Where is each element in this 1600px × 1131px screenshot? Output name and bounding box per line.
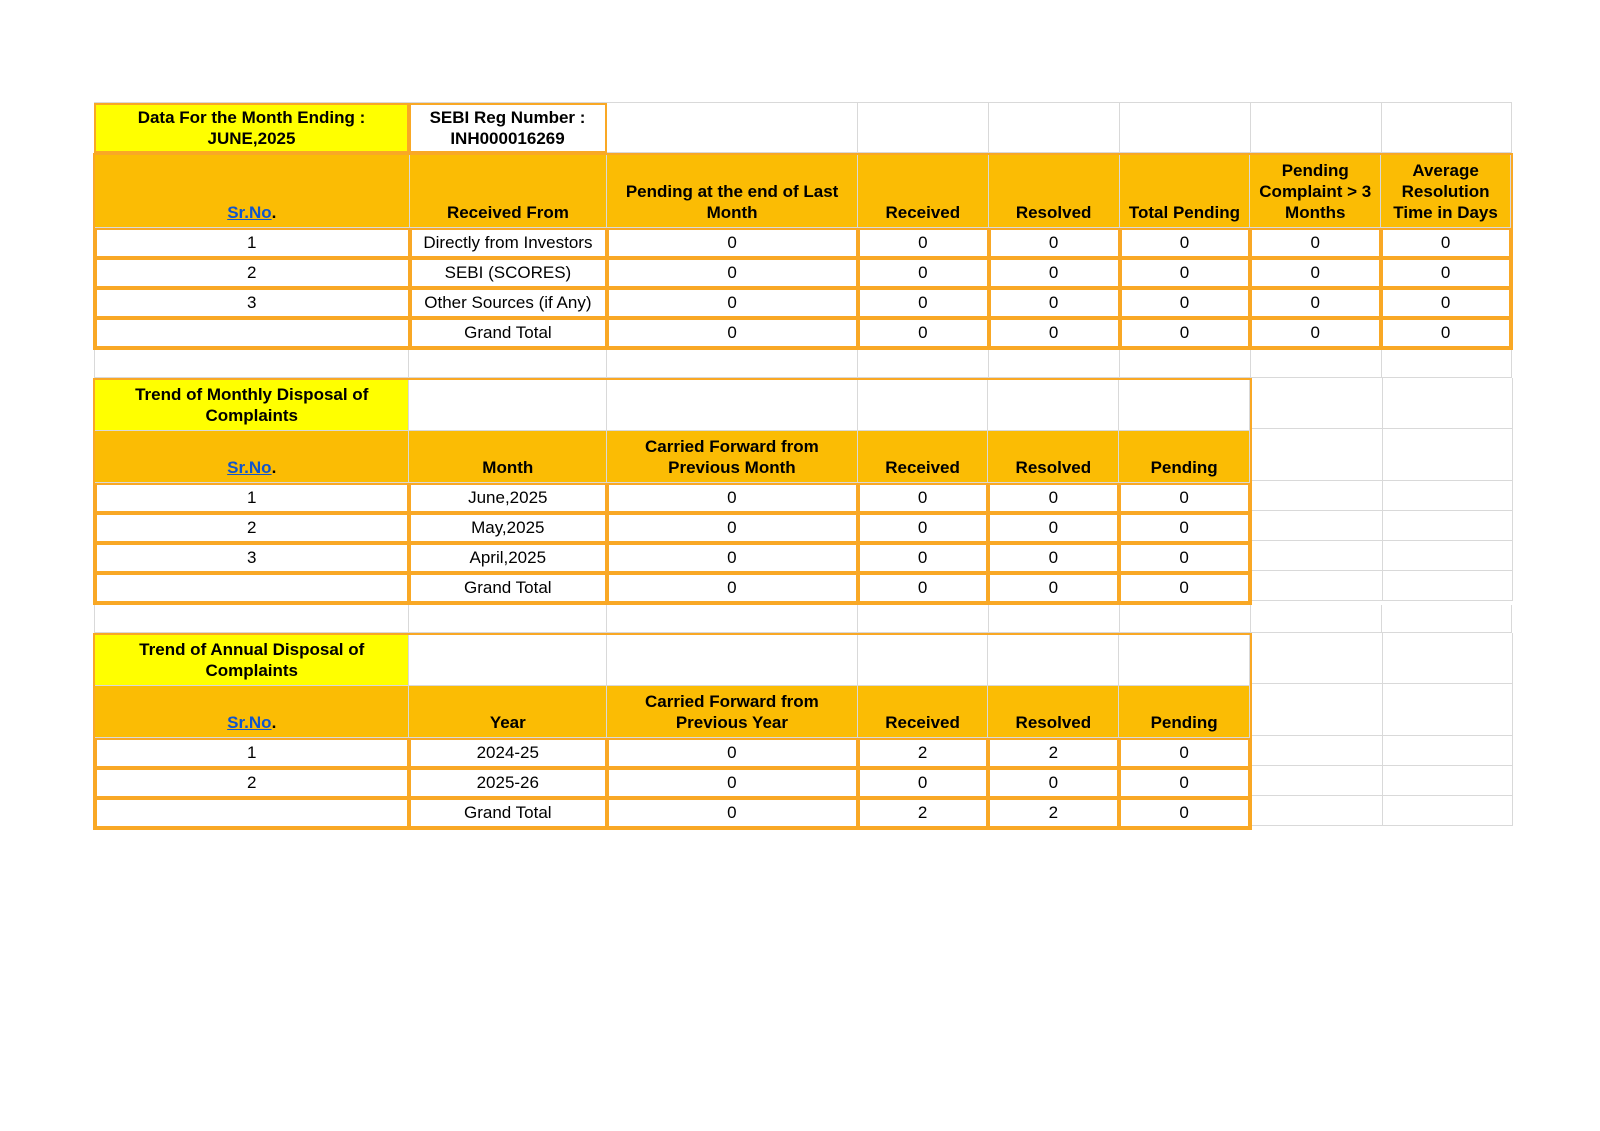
table3-title: Trend of Annual Disposal of Complaints: [95, 635, 409, 686]
empty-cell: [1120, 605, 1251, 633]
empty-cell: [1251, 350, 1382, 378]
cell-grand-total-label: Grand Total: [409, 573, 607, 603]
cell-pending-3m: 0: [1250, 228, 1381, 258]
table3-annual-disposal: [93, 633, 1252, 830]
table1-header-row: [95, 155, 1511, 228]
empty-cell: [607, 350, 858, 378]
empty-cell: [988, 635, 1119, 686]
table-row-grand-total: [95, 573, 1250, 603]
cell-received: 0: [858, 288, 989, 318]
empty-cell: [1119, 635, 1250, 686]
cell-received: 0: [858, 483, 989, 513]
srno-link[interactable]: Sr.No: [227, 458, 272, 477]
cell-month: June,2025: [409, 483, 607, 513]
empty-cell: [1252, 511, 1383, 541]
cell-pending-last: 0: [607, 288, 858, 318]
empty-cell: [1252, 633, 1383, 684]
table-row: [95, 258, 1511, 288]
col-header-received: Received: [858, 155, 989, 228]
table1-complaints-status: [93, 153, 1513, 350]
table3-side-grid: [1252, 633, 1513, 830]
cell-pending: 0: [1119, 798, 1250, 828]
table-row: [95, 513, 1250, 543]
cell-total-pending: 0: [1120, 318, 1251, 348]
cell-resolved: 0: [989, 228, 1120, 258]
col-header-received-from: Received From: [410, 155, 608, 228]
empty-cell: [1252, 541, 1383, 571]
empty-cell: [1383, 429, 1513, 481]
cell-srno: [95, 573, 409, 603]
empty-cell: [1252, 378, 1383, 429]
table3-title-row: [95, 635, 1250, 686]
empty-cell: [409, 605, 607, 633]
empty-cell: [94, 605, 409, 633]
cell-pending: 0: [1119, 513, 1250, 543]
cell-resolved: 0: [989, 288, 1120, 318]
cell-resolved: 2: [988, 738, 1119, 768]
table3-header-row: [95, 686, 1250, 738]
cell-pending: 0: [1119, 483, 1250, 513]
empty-cell: [989, 350, 1120, 378]
cell-srno: 3: [95, 288, 410, 318]
cell-total-pending: 0: [1120, 288, 1251, 318]
cell-pending: 0: [1119, 543, 1250, 573]
cell-srno: 3: [95, 543, 409, 573]
empty-cell: [607, 380, 858, 431]
srno-link[interactable]: Sr.No: [227, 203, 272, 222]
empty-cell: [1252, 481, 1383, 511]
cell-received: 2: [858, 798, 989, 828]
cell-carried: 0: [607, 543, 858, 573]
empty-cell: [1383, 796, 1513, 826]
cell-grand-total-label: Grand Total: [409, 798, 607, 828]
cell-pending: 0: [1119, 768, 1250, 798]
cell-year: 2025-26: [409, 768, 607, 798]
table-row: [95, 288, 1511, 318]
table-row: [95, 768, 1250, 798]
sebi-reg-number: SEBI Reg Number : INH000016269: [409, 103, 607, 153]
col-header-pending-last-month: Pending at the end of Last Month: [607, 155, 858, 228]
empty-cell: [1382, 350, 1512, 378]
empty-cell: [858, 350, 989, 378]
cell-received: 0: [858, 258, 989, 288]
cell-received: 0: [858, 513, 989, 543]
gap-row: [94, 605, 1512, 633]
cell-month: April,2025: [409, 543, 607, 573]
table-row-grand-total: [95, 318, 1511, 348]
table2-header-row: [95, 431, 1250, 483]
col-header-pending: Pending: [1119, 686, 1250, 738]
empty-cell: [607, 605, 858, 633]
srno-link[interactable]: Sr.No: [227, 713, 272, 732]
cell-pending-last: 0: [607, 318, 858, 348]
table-row-grand-total: [95, 798, 1250, 828]
cell-resolved: 0: [988, 483, 1119, 513]
cell-carried: 0: [607, 738, 858, 768]
col-header-received: Received: [858, 431, 989, 483]
empty-cell: [989, 103, 1120, 153]
empty-cell: [1252, 796, 1383, 826]
table1-title-row: [94, 102, 1512, 153]
table-row: [95, 543, 1250, 573]
empty-cell: [1383, 571, 1513, 601]
col-header-pending-3-months: Pending Complaint > 3 Months: [1250, 155, 1381, 228]
empty-cell: [1383, 378, 1513, 429]
cell-carried: 0: [607, 573, 858, 603]
empty-cell: [1120, 103, 1251, 153]
cell-received-from: SEBI (SCORES): [410, 258, 608, 288]
cell-carried: 0: [607, 798, 858, 828]
cell-resolved: 0: [988, 573, 1119, 603]
empty-cell: [1251, 103, 1382, 153]
empty-cell: [1383, 633, 1513, 684]
empty-cell: [409, 380, 607, 431]
col-header-pending: Pending: [1119, 431, 1250, 483]
cell-received: 0: [858, 228, 989, 258]
col-header-received: Received: [858, 686, 989, 738]
empty-cell: [1383, 766, 1513, 796]
col-header-carried-forward: Carried Forward from Previous Year: [607, 686, 858, 738]
col-header-year: Year: [409, 686, 607, 738]
table2-side-grid: [1252, 378, 1513, 605]
col-header-avg-resolution-time: Average Resolution Time in Days: [1381, 155, 1511, 228]
table2-title: Trend of Monthly Disposal of Complaints: [95, 380, 409, 431]
cell-received: 0: [858, 768, 989, 798]
cell-pending: 0: [1119, 573, 1250, 603]
cell-received: 2: [858, 738, 989, 768]
empty-cell: [1383, 684, 1513, 736]
cell-carried: 0: [607, 768, 858, 798]
cell-year: 2024-25: [409, 738, 607, 768]
table2-wrapper: [94, 378, 1512, 605]
cell-pending-3m: 0: [1250, 258, 1381, 288]
cell-pending-3m: 0: [1250, 318, 1381, 348]
cell-received: 0: [858, 573, 989, 603]
cell-srno: 1: [95, 228, 410, 258]
cell-pending-last: 0: [607, 228, 858, 258]
table-row: [95, 228, 1511, 258]
cell-avg-time: 0: [1381, 228, 1511, 258]
cell-received: 0: [858, 318, 989, 348]
cell-resolved: 2: [988, 798, 1119, 828]
col-header-srno: Sr.No .: [95, 155, 410, 228]
empty-cell: [1252, 429, 1383, 481]
col-header-carried-forward: Carried Forward from Previous Month: [607, 431, 858, 483]
empty-cell: [858, 635, 989, 686]
cell-received-from: Directly from Investors: [410, 228, 608, 258]
gap-row: [94, 350, 1512, 378]
empty-cell: [1252, 766, 1383, 796]
empty-cell: [94, 350, 409, 378]
empty-cell: [1383, 481, 1513, 511]
cell-resolved: 0: [988, 543, 1119, 573]
empty-cell: [1383, 541, 1513, 571]
cell-srno: [95, 318, 410, 348]
col-header-srno: Sr.No .: [95, 431, 409, 483]
cell-resolved: 0: [989, 318, 1120, 348]
cell-pending-last: 0: [607, 258, 858, 288]
cell-srno: 2: [95, 513, 409, 543]
col-header-total-pending: Total Pending: [1120, 155, 1251, 228]
empty-cell: [1252, 684, 1383, 736]
empty-cell: [409, 635, 607, 686]
empty-cell: [1252, 571, 1383, 601]
table3-wrapper: [94, 633, 1512, 830]
empty-cell: [607, 103, 858, 153]
empty-cell: [1120, 350, 1251, 378]
cell-carried: 0: [607, 513, 858, 543]
spreadsheet: [94, 102, 1512, 830]
cell-resolved: 0: [988, 513, 1119, 543]
cell-srno: 1: [95, 483, 409, 513]
empty-cell: [409, 350, 607, 378]
cell-carried: 0: [607, 483, 858, 513]
empty-cell: [858, 103, 989, 153]
cell-grand-total-label: Grand Total: [410, 318, 608, 348]
cell-avg-time: 0: [1381, 258, 1511, 288]
cell-resolved: 0: [988, 768, 1119, 798]
col-header-resolved: Resolved: [988, 431, 1119, 483]
empty-cell: [1251, 605, 1382, 633]
cell-received: 0: [858, 543, 989, 573]
cell-resolved: 0: [989, 258, 1120, 288]
col-header-resolved: Resolved: [988, 686, 1119, 738]
empty-cell: [1252, 736, 1383, 766]
cell-srno: 2: [95, 258, 410, 288]
cell-month: May,2025: [409, 513, 607, 543]
cell-received-from: Other Sources (if Any): [410, 288, 608, 318]
table-row: [95, 483, 1250, 513]
col-header-resolved: Resolved: [989, 155, 1120, 228]
empty-cell: [988, 380, 1119, 431]
empty-cell: [1383, 736, 1513, 766]
table2-title-row: [95, 380, 1250, 431]
cell-avg-time: 0: [1381, 288, 1511, 318]
empty-cell: [858, 380, 989, 431]
cell-avg-time: 0: [1381, 318, 1511, 348]
cell-total-pending: 0: [1120, 228, 1251, 258]
empty-cell: [1383, 511, 1513, 541]
cell-total-pending: 0: [1120, 258, 1251, 288]
cell-srno: [95, 798, 409, 828]
table1-title: Data For the Month Ending : JUNE,2025: [94, 103, 409, 153]
empty-cell: [607, 635, 858, 686]
empty-cell: [989, 605, 1120, 633]
table2-monthly-disposal: [93, 378, 1252, 605]
empty-cell: [1382, 103, 1512, 153]
cell-pending-3m: 0: [1250, 288, 1381, 318]
empty-cell: [1119, 380, 1250, 431]
empty-cell: [1382, 605, 1512, 633]
cell-srno: 1: [95, 738, 409, 768]
col-header-srno: Sr.No .: [95, 686, 409, 738]
table-row: [95, 738, 1250, 768]
col-header-month: Month: [409, 431, 607, 483]
empty-cell: [858, 605, 989, 633]
cell-pending: 0: [1119, 738, 1250, 768]
cell-srno: 2: [95, 768, 409, 798]
